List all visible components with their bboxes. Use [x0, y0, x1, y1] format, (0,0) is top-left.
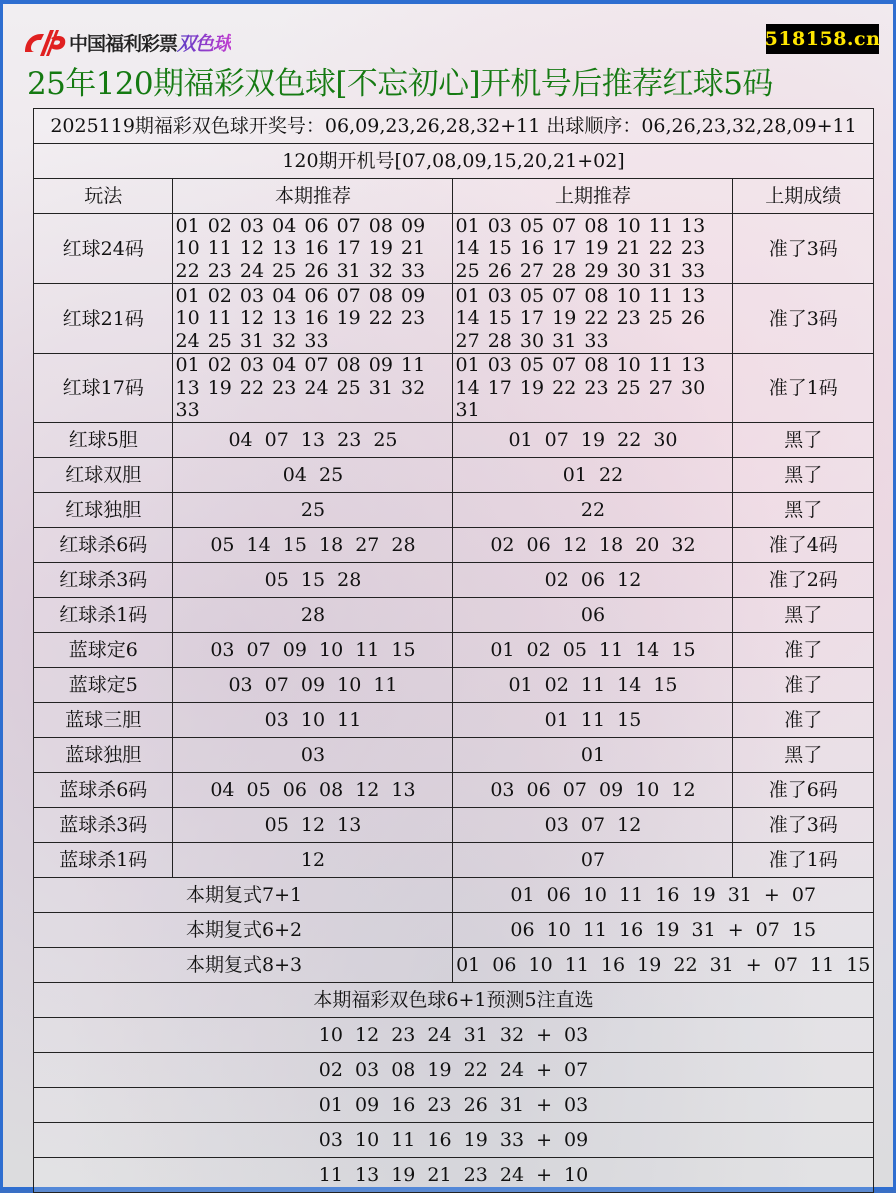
table-row — [34, 492, 874, 527]
current-recommendation: 04 07 13 23 25 — [173, 422, 453, 457]
header-current: 本期推荐 — [173, 179, 453, 214]
previous-recommendation: 07 — [453, 842, 733, 877]
table-row — [34, 772, 874, 807]
current-recommendation: 25 — [173, 492, 453, 527]
previous-recommendation: 01 03 05 07 08 10 11 13 14 15 17 19 22 23 25 26 27 28 30 31 33 — [453, 284, 733, 354]
previous-recommendation: 01 02 05 11 14 15 — [453, 632, 733, 667]
previous-recommendation: 02 06 12 — [453, 562, 733, 597]
compound-numbers: 06 10 11 16 19 31 + 07 15 — [453, 912, 874, 947]
compound-label: 本期复式8+3 — [34, 947, 453, 982]
current-recommendation: 03 07 09 10 11 15 — [173, 632, 453, 667]
previous-recommendation: 06 — [453, 597, 733, 632]
draw-info: 2025119期福彩双色球开奖号：06,09,23,26,28,32+11 出球顺序：06,26,23,32,28,09+11 — [34, 109, 874, 144]
header-previous: 上期推荐 — [453, 179, 733, 214]
prediction-table — [33, 108, 874, 1193]
page-title: 25年120期福彩双色球[不忘初心]开机号后推荐红球5码 — [27, 66, 773, 102]
table-row — [34, 284, 874, 354]
welfare-lottery-logo-icon — [21, 26, 67, 58]
prediction-row — [34, 1122, 874, 1157]
header-result: 上期成绩 — [733, 179, 874, 214]
previous-result: 准了3码 — [733, 807, 874, 842]
row-label: 蓝球三胆 — [34, 702, 173, 737]
previous-result: 黑了 — [733, 492, 874, 527]
logo-accent-text: 双色球 — [177, 29, 231, 56]
current-recommendation: 04 25 — [173, 457, 453, 492]
machine-numbers: 120期开机号[07,08,09,15,20,21+02] — [34, 144, 874, 179]
previous-recommendation: 01 11 15 — [453, 702, 733, 737]
previous-result: 准了 — [733, 667, 874, 702]
table-row — [34, 667, 874, 702]
table-row — [34, 632, 874, 667]
prediction-row — [34, 1017, 874, 1052]
previous-result: 黑了 — [733, 737, 874, 772]
current-recommendation: 01 02 03 04 06 07 08 09 10 11 12 13 16 19 22 23 24 25 31 32 33 — [173, 284, 453, 354]
prediction-title: 本期福彩双色球6+1预测5注直选 — [34, 982, 874, 1017]
row-label: 红球双胆 — [34, 457, 173, 492]
previous-result: 准了1码 — [733, 842, 874, 877]
table-row — [34, 527, 874, 562]
machine-numbers-row — [34, 144, 874, 179]
table-row — [34, 457, 874, 492]
site-badge[interactable]: 518158.cn — [766, 24, 879, 54]
compound-label: 本期复式7+1 — [34, 877, 453, 912]
previous-recommendation: 01 22 — [453, 457, 733, 492]
previous-result: 准了3码 — [733, 284, 874, 354]
prediction-title-row — [34, 982, 874, 1017]
compound-row — [34, 877, 874, 912]
previous-recommendation: 02 06 12 18 20 32 — [453, 527, 733, 562]
current-recommendation: 04 05 06 08 12 13 — [173, 772, 453, 807]
prediction-line: 10 12 23 24 31 32 + 03 — [34, 1017, 874, 1052]
previous-result: 准了6码 — [733, 772, 874, 807]
draw-info-row — [34, 109, 874, 144]
previous-result: 黑了 — [733, 457, 874, 492]
header-play-type: 玩法 — [34, 179, 173, 214]
compound-label: 本期复式6+2 — [34, 912, 453, 947]
prediction-row — [34, 1087, 874, 1122]
row-label: 蓝球杀1码 — [34, 842, 173, 877]
previous-result: 准了4码 — [733, 527, 874, 562]
table-row — [34, 214, 874, 284]
table-row — [34, 422, 874, 457]
row-label: 蓝球杀6码 — [34, 772, 173, 807]
current-recommendation: 05 14 15 18 27 28 — [173, 527, 453, 562]
row-label: 红球24码 — [34, 214, 173, 284]
previous-result: 黑了 — [733, 422, 874, 457]
current-recommendation: 01 02 03 04 07 08 09 11 13 19 22 23 24 25 31 32 33 — [173, 354, 453, 423]
previous-result: 准了 — [733, 632, 874, 667]
compound-row — [34, 912, 874, 947]
compound-row — [34, 947, 874, 982]
current-recommendation: 28 — [173, 597, 453, 632]
table-header — [34, 179, 874, 214]
prediction-line: 03 10 11 16 19 33 + 09 — [34, 1122, 874, 1157]
row-label: 红球17码 — [34, 354, 173, 423]
previous-recommendation: 01 07 19 22 30 — [453, 422, 733, 457]
row-label: 蓝球杀3码 — [34, 807, 173, 842]
table-row — [34, 597, 874, 632]
current-recommendation: 03 07 09 10 11 — [173, 667, 453, 702]
table-row — [34, 807, 874, 842]
table-row — [34, 842, 874, 877]
row-label: 红球5胆 — [34, 422, 173, 457]
previous-result: 准了1码 — [733, 354, 874, 423]
previous-result: 黑了 — [733, 597, 874, 632]
previous-result: 准了 — [733, 702, 874, 737]
current-recommendation: 03 10 11 — [173, 702, 453, 737]
lottery-logo — [21, 26, 231, 58]
current-recommendation: 05 15 28 — [173, 562, 453, 597]
logo-brand-text: 中国福利彩票 — [69, 32, 178, 55]
prediction-row — [34, 1052, 874, 1087]
previous-recommendation: 22 — [453, 492, 733, 527]
previous-recommendation: 01 02 11 14 15 — [453, 667, 733, 702]
previous-recommendation: 01 03 05 07 08 10 11 13 14 15 16 17 19 21 22 23 25 26 27 28 29 30 31 33 — [453, 214, 733, 284]
previous-result: 准了2码 — [733, 562, 874, 597]
prediction-line: 01 09 16 23 26 31 + 03 — [34, 1087, 874, 1122]
row-label: 红球杀6码 — [34, 527, 173, 562]
prediction-row — [34, 1157, 874, 1192]
prediction-line: 02 03 08 19 22 24 + 07 — [34, 1052, 874, 1087]
compound-numbers: 01 06 10 11 16 19 31 + 07 — [453, 877, 874, 912]
current-recommendation: 12 — [173, 842, 453, 877]
table-row — [34, 354, 874, 423]
table-row — [34, 702, 874, 737]
previous-recommendation: 01 03 05 07 08 10 11 13 14 17 19 22 23 25 27 30 31 — [453, 354, 733, 423]
row-label: 红球杀3码 — [34, 562, 173, 597]
prediction-line: 11 13 19 21 23 24 + 10 — [34, 1157, 874, 1192]
row-label: 红球杀1码 — [34, 597, 173, 632]
previous-recommendation: 03 06 07 09 10 12 — [453, 772, 733, 807]
table-row — [34, 737, 874, 772]
current-recommendation: 05 12 13 — [173, 807, 453, 842]
compound-numbers: 01 06 10 11 16 19 22 31 + 07 11 15 — [453, 947, 874, 982]
previous-recommendation: 03 07 12 — [453, 807, 733, 842]
row-label: 蓝球定6 — [34, 632, 173, 667]
current-recommendation: 03 — [173, 737, 453, 772]
table-row — [34, 562, 874, 597]
row-label: 蓝球独胆 — [34, 737, 173, 772]
current-recommendation: 01 02 03 04 06 07 08 09 10 11 12 13 16 17 19 21 22 23 24 25 26 31 32 33 — [173, 214, 453, 284]
row-label: 红球21码 — [34, 284, 173, 354]
previous-recommendation: 01 — [453, 737, 733, 772]
row-label: 蓝球定5 — [34, 667, 173, 702]
row-label: 红球独胆 — [34, 492, 173, 527]
previous-result: 准了3码 — [733, 214, 874, 284]
